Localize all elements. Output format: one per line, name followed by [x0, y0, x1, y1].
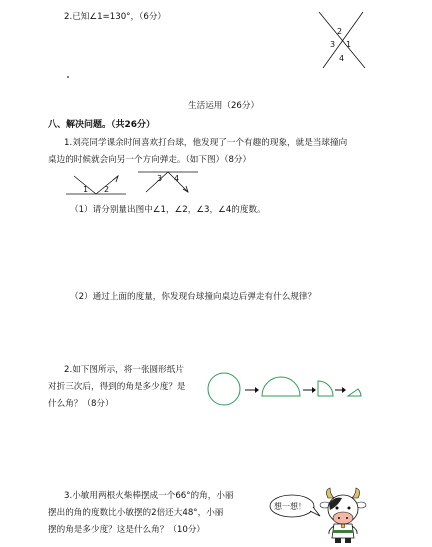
problem2-line1: 2.如下图所示，将一张圆形纸片 — [64, 365, 184, 375]
arrow-head-icon — [113, 176, 118, 182]
bubble-text: 想一想！ — [274, 502, 306, 511]
part8-heading: 八、解决问题。（共26分） — [48, 120, 156, 130]
section-title: 生活运用（26分） — [188, 101, 260, 111]
problem1-line2: 桌边的时候就会向另一个方向弹走。（如下图）（8分） — [48, 155, 252, 165]
crossing-lines-figure — [315, 10, 375, 70]
eye-right — [348, 507, 351, 510]
horn-right-icon — [352, 488, 360, 498]
horn-left-icon — [326, 488, 334, 498]
arrow-2-head-icon — [312, 387, 316, 393]
belt — [333, 530, 353, 533]
angle-label-3: 3 — [157, 174, 163, 183]
nostril-right — [346, 517, 348, 519]
billiard-figure-right — [138, 170, 208, 196]
semicircle-shape — [262, 377, 300, 396]
leg-right — [345, 538, 351, 543]
problem1-sub1: （1）请分别量出图中∠1，∠2，∠3，∠4的度数。 — [70, 205, 266, 215]
arrow-1-head-icon — [255, 387, 259, 393]
angle-label-1: 1 — [346, 40, 352, 49]
angle-label-3: 3 — [330, 40, 336, 49]
bell-icon — [341, 524, 345, 528]
angle-label-2: 2 — [104, 185, 110, 194]
problem3-line3: 摆的角是多少度？这是什么角？（10分） — [48, 525, 206, 535]
problem2-line2: 对折三次后，得到的角是多少度？是 — [48, 382, 186, 392]
leg-left — [335, 538, 341, 543]
problem1-sub2: （2）通过上面的度量，你发现台球撞向桌边后弹走有什么规律？ — [70, 292, 317, 302]
angle-label-2: 2 — [337, 27, 343, 36]
angle-label-4: 4 — [339, 54, 345, 63]
arrow-3-head-icon — [342, 387, 346, 393]
cow-muzzle — [333, 512, 353, 524]
quarter-circle-shape — [318, 381, 333, 396]
problem2-line3: 什么角？（8分） — [48, 399, 114, 409]
angle-label-4: 4 — [174, 174, 180, 183]
problem3-line1: 3.小敏用两根火柴棒摆成一个66°的角，小丽 — [64, 491, 234, 501]
eye-left — [336, 507, 339, 510]
billiard-figure-left — [66, 170, 136, 196]
stray-dot — [67, 76, 69, 78]
problem1-line1: 1.刘亮同学课余时间喜欢打台球，他发现了一个有趣的现象，就是当球撞向 — [64, 138, 348, 148]
question-2-text: 2.已知∠1=130°，（6分） — [64, 12, 167, 22]
full-circle-shape — [208, 373, 240, 405]
paper-folding-figure — [205, 370, 365, 410]
angle-label-1: 1 — [83, 185, 89, 194]
nostril-left — [338, 517, 340, 519]
eighth-circle-shape — [348, 389, 361, 396]
cow-mascot-illustration — [266, 484, 376, 546]
problem3-line2: 摆出的角的度数比小敏摆的2倍还大48°，小丽 — [48, 508, 224, 518]
